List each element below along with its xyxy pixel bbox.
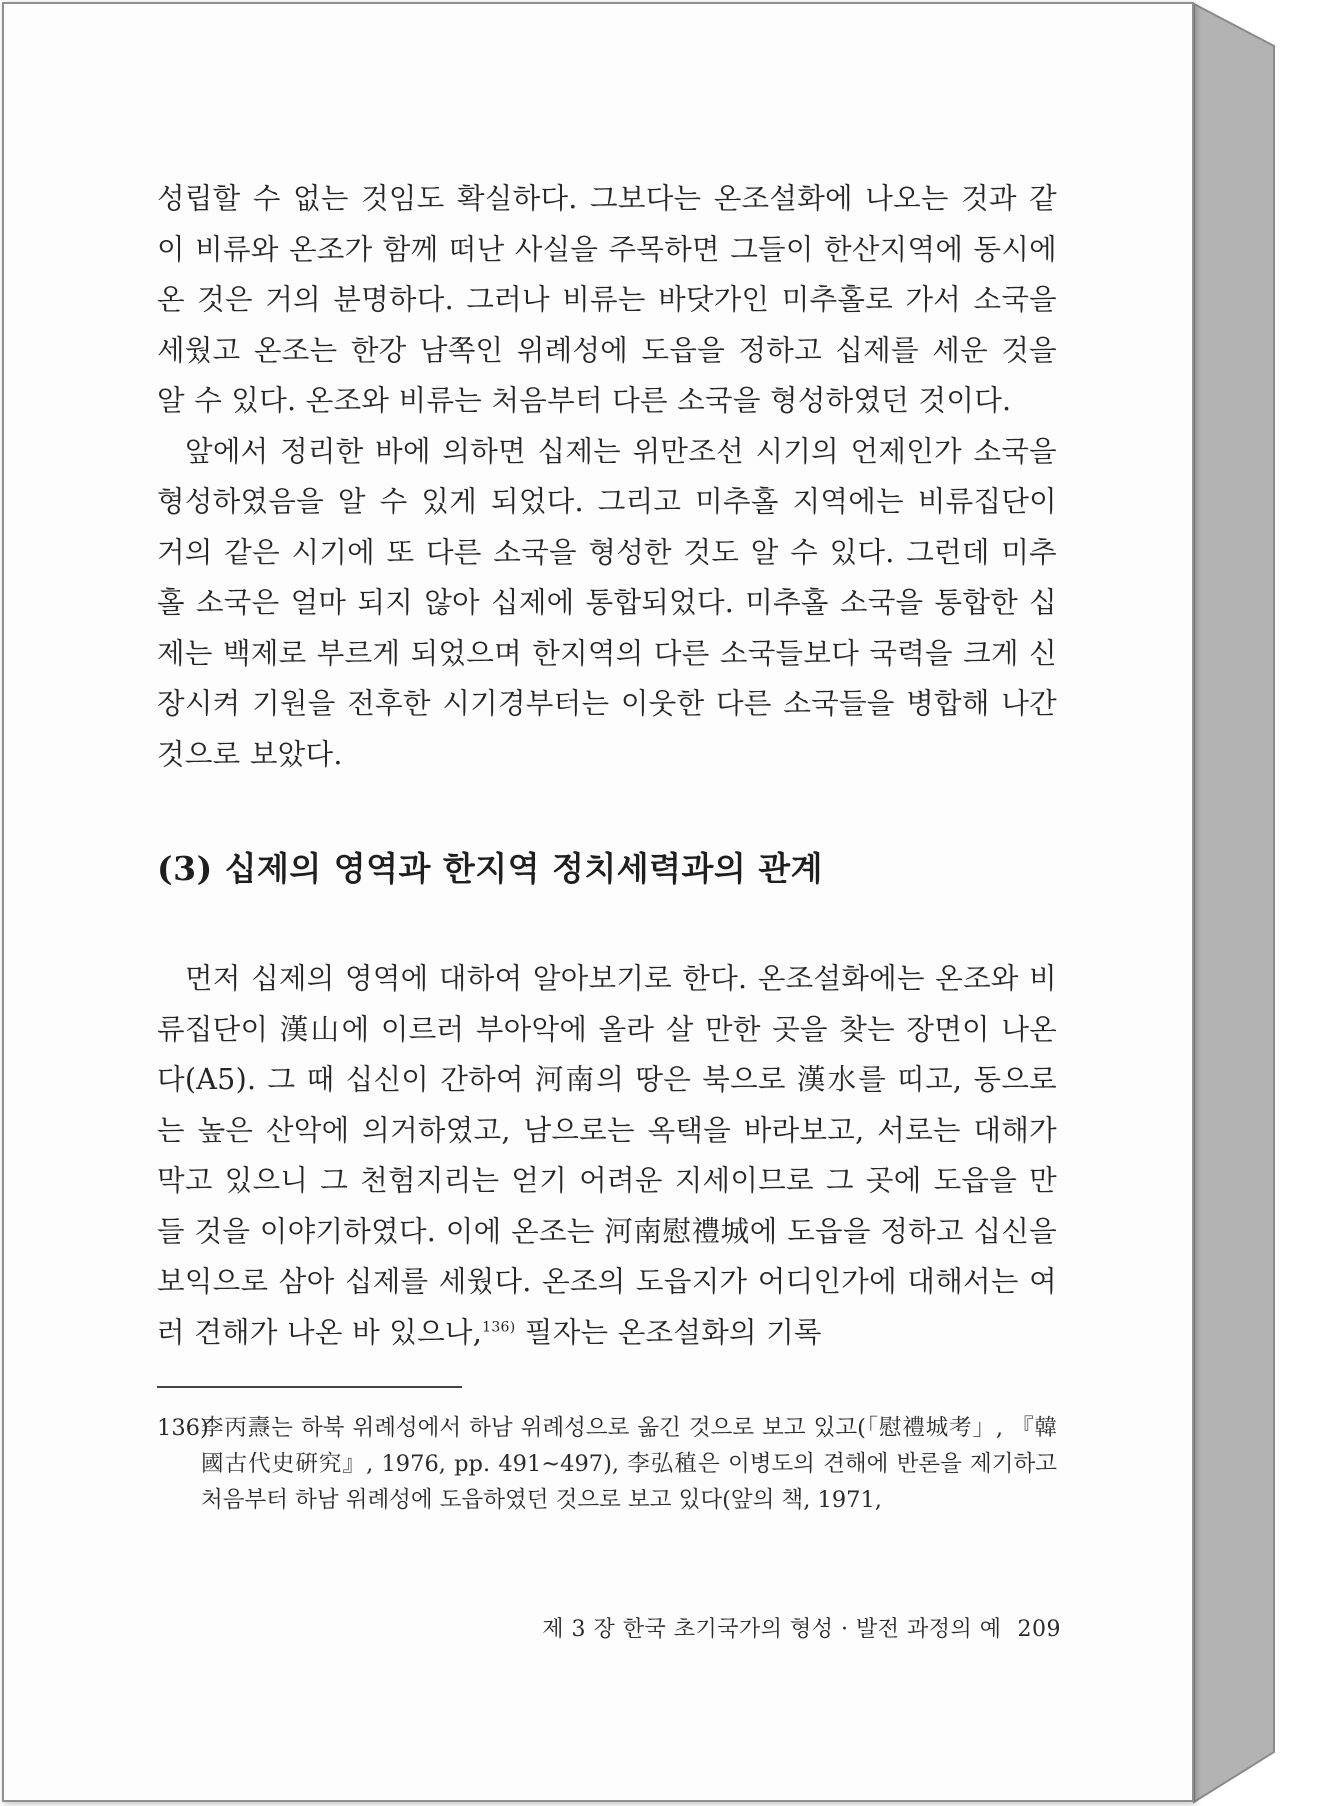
page-body (157, 174, 1057, 1518)
paragraph-1: 성립할 수 없는 것임도 확실하다. 그보다는 온조설화에 나오는 것과 같이 비류와 온조가 함께 떠난 사실을 주목하면 그들이 한산지역에 동시에 온 것은 거의 분명하다. 그러나 비류는 바닷가인 미추홀로 가서 소국을 세웠고 온조는 한강 남쪽인 위례성에 도읍을 정하고 십제를 세운 것을 알 수 있다. 온조와 비류는 처음부터 다른 소국을 형성하였던 것이다. (157, 182, 1057, 417)
paragraph-3-tail: 필자는 온조설화의 기록 (515, 1315, 822, 1349)
section-heading: (3) 십제의 영역과 한지역 정치세력과의 관계 (157, 849, 824, 888)
paragraph-3 (157, 954, 1057, 1358)
page-number: 209 (1017, 1617, 1061, 1642)
footnote-reference: 136) (482, 1319, 516, 1335)
running-footer (484, 1612, 1061, 1643)
footnote-text: 李丙燾는 하북 위례성에서 하남 위례성으로 옮긴 것으로 보고 있고(「慰禮城考」, 『韓國古代史硏究』, 1976, pp. 491~497), 李弘稙은 이병도의 견해에 반론을 제기하고 처음부터 하남 위례성에 도읍하였던 것으로 보고 있다(앞의 책, 1971, (201, 1415, 1057, 1513)
paragraph-3-text: 먼저 십제의 영역에 대하여 알아보기로 한다. 온조설화에는 온조와 비류집단이 漢山에 이르러 부아악에 올라 살 만한 곳을 찾는 장면이 나온다(A5). 그 때 십신이 간하여 河南의 땅은 북으로 漢水를 띠고, 동으로는 높은 산악에 의거하였고, 남으로는 옥택을 바라보고, 서로는 대해가 막고 있으니 그 천험지리는 얻기 어려운 지세이므로 그 곳에 도읍을 만들 것을 이야기하였다. 이에 온조는 河南慰禮城에 도읍을 정하고 십신을 보익으로 삼아 십제를 세웠다. 온조의 도읍지가 어디인가에 대해서는 여러 견해가 나온 바 있으나, (157, 962, 1057, 1349)
paragraph-2: 앞에서 정리한 바에 의하면 십제는 위만조선 시기의 언제인가 소국을 형성하였음을 알 수 있게 되었다. 그리고 미추홀 지역에는 비류집단이 거의 같은 시기에 또 다른 소국을 형성한 것도 알 수 있다. 그런데 미추홀 소국은 얼마 되지 않아 십제에 통합되었다. 미추홀 소국을 통합한 십제는 백제로 부르게 되었으며 한지역의 다른 소국들보다 국력을 크게 신장시켜 기원을 전후한 시기경부터는 이웃한 다른 소국들을 병합해 나간 것으로 보았다. (157, 434, 1057, 771)
footnote-number: 136) (157, 1415, 209, 1441)
footnote (157, 1410, 1057, 1518)
book-page (2, 2, 1194, 1802)
footer-chapter-title: 제 3 장 한국 초기국가의 형성 · 발전 과정의 예 (542, 1617, 1002, 1642)
footnote-divider (157, 1386, 462, 1388)
